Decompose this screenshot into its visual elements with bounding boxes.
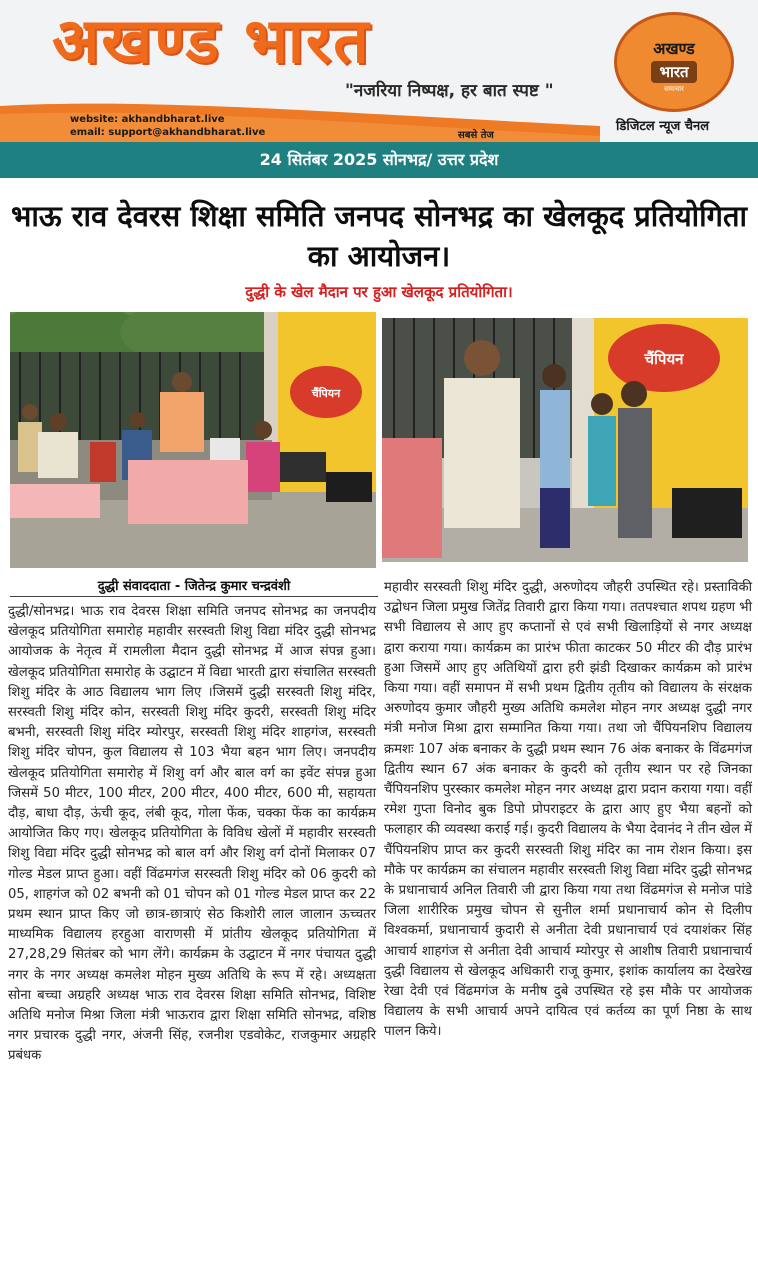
channel-logo — [614, 12, 734, 112]
masthead-contact — [70, 113, 265, 139]
article-column-right: महावीर सरस्वती शिशु मंदिर दुद्धी, अरुणोदय जौहरी उपस्थित रहे। प्रस्ताविकी उद्बोधन जिला प्रमुख जितेंद्र तिवारी द्वारा किया गया। ततपश्चात शपथ ग्रहण भी सभी विद्यालय से आए हुए कप्तानों से एवं सभी खिलाड़ियों से नगर अध्यक्ष द्वारा कराया गया। कार्यक्रम का प्रारंभ फीता काटकर 50 मीटर की दौड़ प्रारंभ हुआ जिसमें आए हुए अतिथियों द्वारा हरी झंडी दिखाकर कार्यक्रम को प्रारंभ किया गया। वहीं समापन में सभी प्रथम द्वितीय तृतीय को विद्यालय के संरक्षक अरुणोदय कुमार जौहरी मुख्य अतिथि कमलेश मोहन नगर अध्यक्ष दुद्धी नगर मंत्री मनोज मिश्रा द्वारा सम्मानित किया गया। तथा जो चैंपियनशिप विद्यालय क्रमशः 107 अंक बनाकर के दुद्धी प्रथम स्थान 76 अंक बनाकर के विंढमगंज द्वितीय स्थान 67 अंक बनाकर के कुदरी को तृतीय स्थान पर रहे जिनका चैंपियनशिप पुरस्कार कमलेश मोहन नगर अध्यक्ष द्वारा प्रदान कराया गया। वहीं रमेश गुप्ता विनोद बुक डिपो प्रोपराइटर के द्वारा आए हुए भैया बहनों को फलाहार की व्यवस्था कराई गई। कुदरी विद्यालय के भैया देवानंद ने तीन खेल में चैंपियनशिप प्राप्त कर कुदरी सरस्वती शिशु मंदिर का नाम रोशन किया। इस मौके पर कार्यक्रम का संचालन महावीर सरस्वती शिशु विद्या मंदिर दुद्धी सोनभद्र के प्रधानाचार्य अनिल तिवारी जी द्वारा किया गया तथा विंढमगंज से मनोज पांडे जिला शारीरिक प्रमुख चोपन से सुनील शर्मा प्रधानाचार्य कोन से दिलीप विश्वकर्मा, प्रधानाचार्य कुदारी से अनीता देवी प्रधानाचार्य एवं दयाशंकर सिंह आचार्य शाहगंज से अनीता देवी आचार्य म्योरपुर से आशीष तिवारी प्रधानाचार्य दुद्धी विद्यालय से खेलकूद अधिकारी राजू कुमार, इशांक कार्यालय का देखरेख रेखा देवी एवं विंढमगंज के मनीष दुबे उपस्थित रहे इस मौके पर आयोजक विद्यालय के सभी आचार्य अपने दायित्व एवं कर्तव्य का पूर्ण निष्ठा के साथ पालन किये। — [384, 580, 752, 1040]
masthead-fastest-label: सबसे तेज — [458, 130, 494, 141]
event-photo-stage — [10, 312, 376, 568]
masthead-tagline: "नजरिया निष्पक्ष, हर बात स्पष्ट " — [345, 81, 554, 101]
logo-sub-text: समाचार — [664, 85, 684, 93]
photo-1-sign: चैंपियन — [311, 387, 341, 400]
logo-band-text: भारत — [651, 61, 696, 83]
masthead-title: अखण्ड भारत — [52, 4, 371, 77]
event-photo-award — [382, 318, 748, 562]
article-byline: दुद्धी संवाददाता - जितेन्द्र कुमार चन्द्रवंशी — [97, 579, 291, 594]
byline-divider — [10, 596, 378, 597]
email-text: email: support@akhandbharat.live — [70, 127, 266, 138]
dateline-bar: 24 सितंबर 2025 सोनभद्र/ उत्तर प्रदेश — [0, 142, 758, 178]
article-column-left: दुद्धी/सोनभद्र। भाऊ राव देवरस शिक्षा समिति जनपद सोनभद्र का जनपदीय खेलकूद प्रतियोगिता समारोह महावीर सरस्वती शिशु विद्या मंदिर दुद्धी सोनभद्र आयोजक के नेतृत्व में रामलीला मैदान दुद्धी सोनभद्र में आज संपन्न हुआ। खेलकूद प्रतियोगिता समारोह के उद्घाटन में विद्या भारती द्वारा संचालित सरस्वती शिशु मंदिर के आठ विद्यालय भाग लिए ।जिसमें दुद्धी सरस्वती शिशु मंदिर, सरस्वती शिशु मंदिर कोन, सरस्वती शिशु मंदिर कुदरी, सरस्वती शिशु मंदिर बभनी, सरस्वती शिशु मंदिर म्योरपुर, सरस्वती शिशु मंदिर शाहगंज, सरस्वती शिशु मंदिर चोपन, कुल विद्यालय से 103 भैया बहन भाग लिए। जनपदीय खेलकूद प्रतियोगिता समारोह में शिशु वर्ग और बाल वर्ग का इवेंट संपन्न हुआ जिसमें 50 मीटर, 100 मीटर, 200 मीटर, 400 मीटर, 600 मी, सहायता दौड़, बाधा दौड़, ऊंची कूद, लंबी कूद, गोला फेंक, चक्का फेंक का कार्यक्रम आयोजित किए गए। खेलकूद प्रतियोगिता के विविध खेलों में महावीर सरस्वती शिशु विद्या मंदिर दुद्धी सोनभद्र को बाल वर्ग और शिशु वर्ग दोनों मिलाकर 07 गोल्ड मेडल प्राप्त हुआ। वहीं विंढमगंज सरस्वती शिशु मंदिर को 06 कुदरी को 05, शाहगंज को 02 बभनी को 01 चोपन को 01 गोल्ड मेडल प्राप्त कर 22 प्रथम स्थान प्राप्त किए जो छात्र-छात्राएं सेठ किशोरी लाल जालान ऊच्चतर माध्यमिक विद्यालय हरहुआ वाराणसी में प्रांतीय खेलकूद प्रतियोगिता में 27,28,29 सितंबर को भाग लेंगे। कार्यक्रम के उद्घाटन में नगर पंचायत दुद्धी नगर के नगर अध्यक्ष कमलेश मोहन मुख्य अतिथि के रूप में रहे। अध्यक्षता सोना बच्चा अग्रहरि अध्यक्ष भाऊ राव देवरस शिक्षा समिति सोनभद्र, विशिष्ट अतिथि मनोज मिश्रा जिला मंत्री भाऊराव द्वारा शिक्षा समिति सोनभद्र, वशिष्ठ नगर प्रचारक दुद्धी नगर, अंजनी सिंह, रजनीश एडवोकेट, राजकुमार अग्रहरि प्रबंधक — [8, 604, 376, 1064]
masthead-channel-label: डिजिटल न्यूज चैनल — [616, 119, 710, 134]
article-headline: भाऊ राव देवरस शिक्षा समिति जनपद सोनभद्र का खेलकूद प्रतियोगिता का आयोजन। — [10, 199, 748, 273]
masthead — [0, 0, 758, 142]
article-subheadline: दुद्धी के खेल मैदान पर हुआ खेलकूद प्रतियोगिता। — [245, 283, 513, 301]
website-text: website: akhandbharat.live — [70, 114, 225, 125]
logo-top-text: अखण्ड — [653, 39, 695, 58]
photo-2-sign: चैंपियन — [644, 350, 684, 368]
